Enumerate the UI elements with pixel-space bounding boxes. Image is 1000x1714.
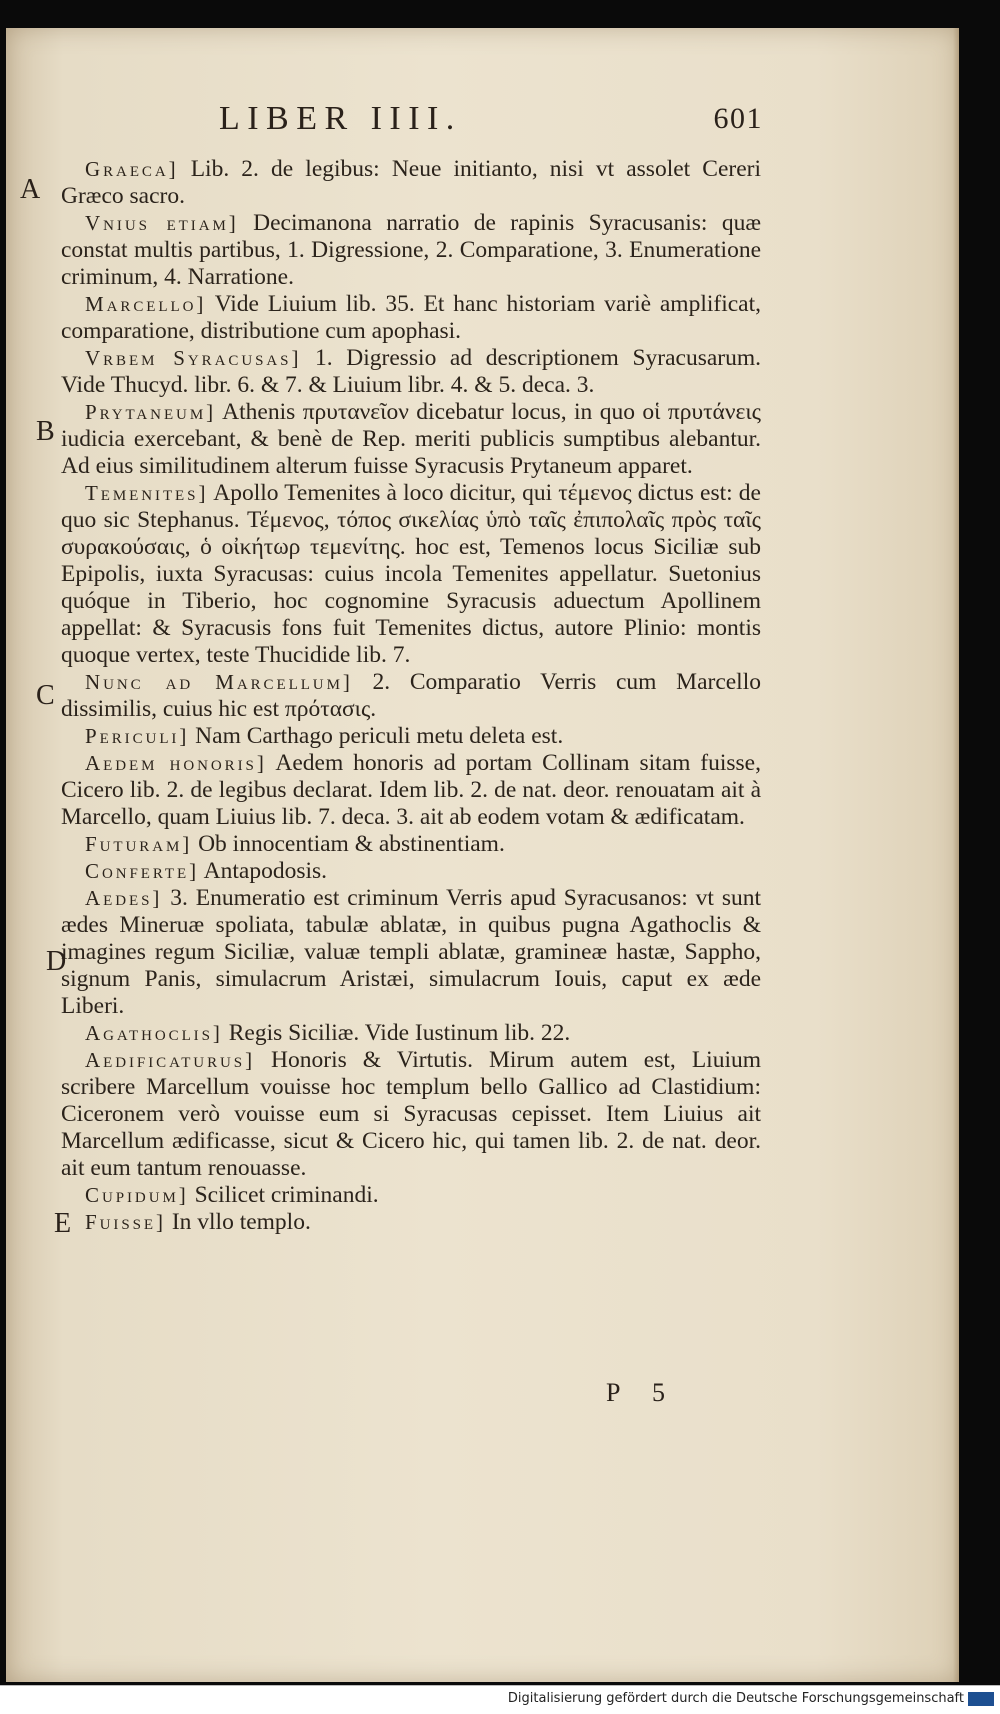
gloss: Regis Siciliæ. Vide Iustinum lib. 22. [228, 1020, 571, 1046]
margin-letter-d: D [46, 946, 67, 977]
lemma: Fuisse] [85, 1210, 166, 1234]
gloss: Nam Carthago periculi metu deleta est. [195, 723, 564, 749]
entry-vnius-etiam [61, 210, 761, 291]
gloss: Honoris & Virtutis. Mirum autem est, Liuium scribere Marcellum vouisse hoc templum bello Gallico ad Clastidium: Ciceronem verò vouisse eum si Syracusas cepisset. Item Liuius ait Marcellum ædificasse, sicut & Cicero hic, qui tamen lib. 2. de nat. deor. ait eum tantum renouasse. [61, 1047, 762, 1181]
lemma: Temenites] [85, 481, 209, 505]
gloss: Lib. 2. de legibus: Neue initianto, nisi vt assolet Cereri Græco sacro. [61, 156, 762, 209]
entry-periculi [61, 723, 761, 750]
lemma: Cupidum] [85, 1183, 189, 1207]
entry-vrbem-syracusas [61, 345, 761, 399]
signature-mark: P 5 [606, 1378, 678, 1407]
entry-nunc-ad-marcellum [61, 669, 761, 723]
lemma: Aedes] [85, 886, 163, 910]
gloss: 2. Comparatio Verris cum Marcello dissimilis, cuius hic est πρότασις. [61, 669, 761, 722]
footer-bar [0, 1685, 1000, 1714]
margin-letter-b: B [36, 416, 55, 447]
lemma: Agathoclis] [85, 1021, 223, 1045]
lemma: Futuram] [85, 832, 193, 856]
running-header [6, 100, 959, 144]
lemma: Nunc ad Marcellum] [85, 670, 353, 694]
gloss: Ob innocentiam & abstinentiam. [198, 831, 505, 857]
gloss: Decimanona narratio de rapinis Syracusanis: quæ constat multis partibus, 1. Digressione, 2. Comparatione, 3. Enumeratione criminum, 4. Narratione. [61, 210, 762, 290]
page-number: 601 [713, 102, 763, 135]
commentary-text [61, 156, 761, 1236]
gloss: Vide Liuium lib. 35. Et hanc historiam variè amplificat, comparatione, distributione cum apophasi. [61, 291, 762, 344]
lemma: Aedificaturus] [85, 1048, 255, 1072]
entry-cupidum [61, 1182, 761, 1209]
page-title: LIBER IIII. [219, 100, 462, 137]
lemma: Vnius etiam] [85, 211, 239, 235]
lemma: Aedem honoris] [85, 751, 267, 775]
gloss: Antapodosis. [203, 858, 328, 884]
lemma: Marcello] [85, 292, 207, 316]
entry-agathoclis [61, 1020, 761, 1047]
entry-temenites [61, 480, 761, 669]
entry-graeca [61, 156, 761, 210]
gloss: Aedem honoris ad portam Collinam sitam fuisse, Cicero lib. 2. de legibus declarat. Idem lib. 2. de nat. deor. renouatam ait à Marcello, quam Liuius lib. 7. deca. 3. ait ab eodem votam & ædificatam. [61, 750, 761, 830]
margin-letter-a: A [20, 174, 41, 205]
entry-marcello [61, 291, 761, 345]
entry-futuram [61, 831, 761, 858]
entry-aedem-honoris [61, 750, 761, 831]
margin-letter-c: C [36, 680, 55, 711]
gloss: In vllo templo. [171, 1209, 311, 1235]
margin-letter-e: E [54, 1208, 72, 1239]
entry-fuisse [61, 1209, 761, 1236]
book-page [6, 28, 959, 1682]
gloss: 1. Digressio ad descriptionem Syracusarum. Vide Thucyd. libr. 6. & 7. & Liuium libr. 4. & 5. deca. 3. [61, 345, 762, 398]
entry-aedes [61, 885, 761, 1020]
dfg-logo-icon [968, 1692, 994, 1706]
lemma: Conferte] [85, 859, 200, 883]
entry-aedificaturus [61, 1047, 761, 1182]
lemma: Periculi] [85, 724, 190, 748]
entry-conferte [61, 858, 761, 885]
gloss: 3. Enumeratio est criminum Verris apud Syracusanos: vt sunt ædes Mineruæ spoliata, tabulæ ablatæ, in quibus pugna Agathoclis & imagines regum Siciliæ, valuæ templi ablatæ, gramineæ hastæ, Sappho, signum Panis, simulacrum Aristæi, simulacrum Iouis, caput ex æde Liberi. [61, 885, 761, 1019]
gloss: Apollo Temenites à loco dicitur, qui τέμενος dictus est: de quo sic Stephanus. Τέμενος, τόπος σικελίας ὑπὸ ταῖς ἐπιπολαῖς πρὸς ταῖς συρακούσαις, ὁ οἰκήτωρ τεμενίτης. hoc est, Temenos locus Siciliæ sub Epipolis, iuxta Syracusas: cuius incola Temenites appellatur. Suetonius quóque in Tiberio, hoc cognomine Syracusis aduectum Apollinem appellat: & Syracusis fons fuit Temenites dictus, autore Plinio: montis quoque vertex, teste Thucidide lib. 7. [61, 480, 761, 668]
lemma: Graeca] [85, 157, 179, 181]
funding-credit: Digitalisierung gefördert durch die Deutsche Forschungsgemeinschaft [507, 1691, 964, 1706]
lemma: Prytaneum] [85, 400, 217, 424]
entry-prytaneum [61, 399, 761, 480]
lemma: Vrbem Syracusas] [85, 346, 302, 370]
gloss: Athenis πρυτανεῖον dicebatur locus, in quo οἱ πρυτάνεις iudicia exercebant, & benè de Rep. meriti publicis sumptibus alebantur. Ad eius similitudinem alterum fuisse Syracusis Prytaneum apparet. [61, 399, 761, 479]
gloss: Scilicet criminandi. [194, 1182, 379, 1208]
